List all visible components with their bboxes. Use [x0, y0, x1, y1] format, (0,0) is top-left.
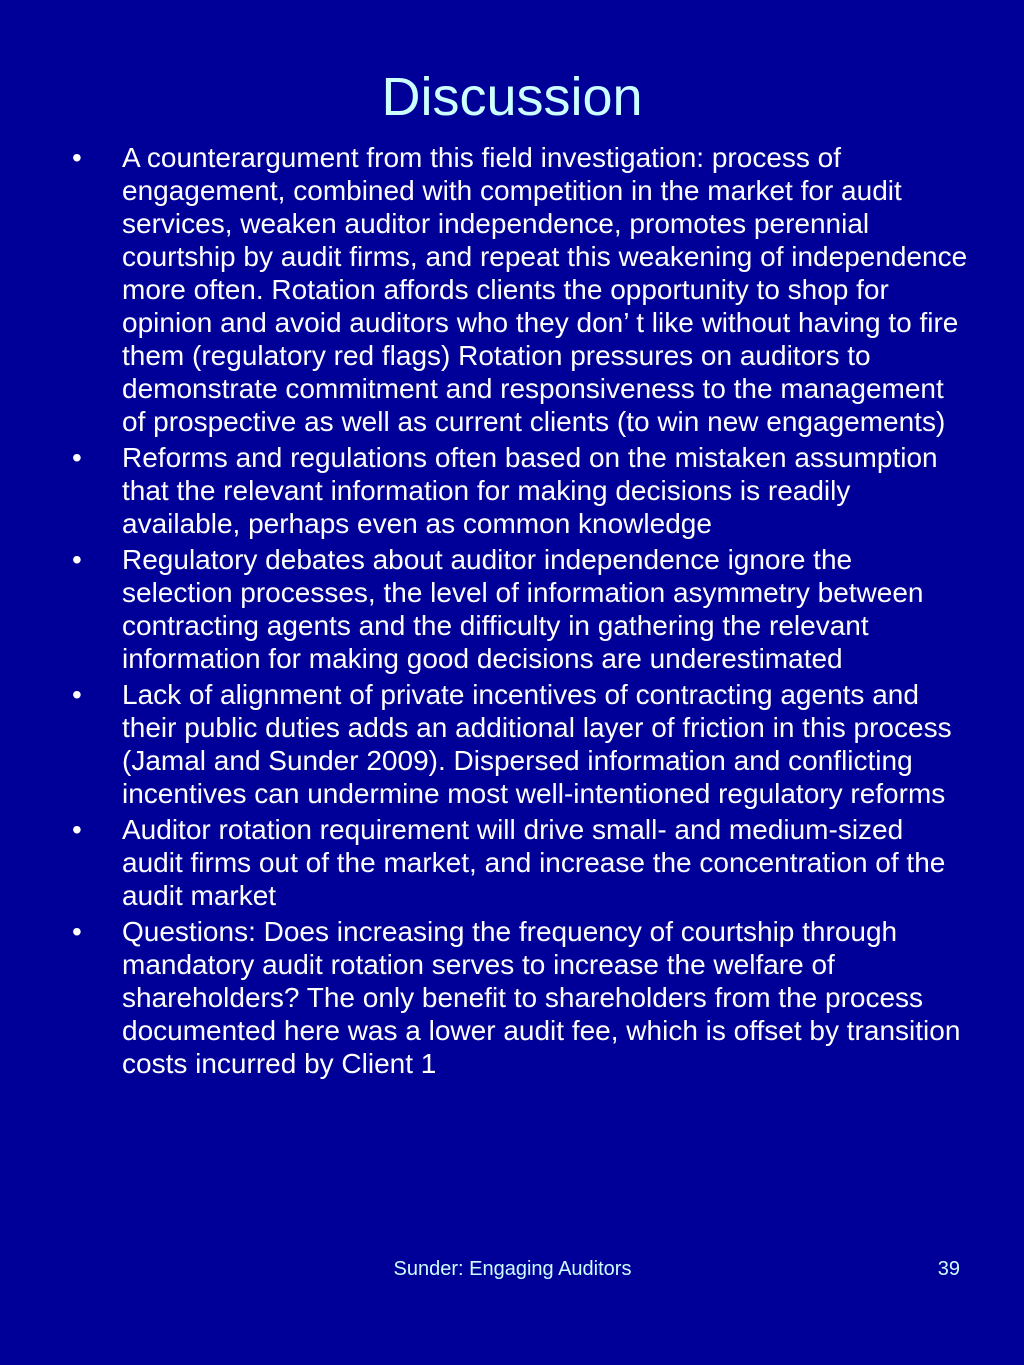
- bullet-item: [70, 441, 970, 540]
- bullet-item: [70, 141, 970, 438]
- slide-title: Discussion: [381, 67, 643, 127]
- bullet-text: A counterargument from this field investigation: process of engagement, combined with competition in the market for audit services, weaken auditor independence, promotes perennial courtship by audit firms, and repeat this weakening of independence more often. Rotation affords clients the opportunity to shop for opinion and avoid auditors who they don’ t like without having to fire them (regulatory red flags) Rotation pressures on auditors to demonstrate commitment and responsiveness to the management of prospective as well as current clients (to win new engagements): [122, 142, 968, 437]
- bullet-dot-icon: •: [72, 679, 82, 710]
- bullet-text: Auditor rotation requirement will drive small- and medium-sized audit firms out of the market, and increase the concentration of the audit market: [122, 814, 946, 911]
- bullet-item: [70, 678, 970, 810]
- bullet-text: Reforms and regulations often based on the mistaken assumption that the relevant information for making decisions is readily available, perhaps even as common knowledge: [122, 442, 938, 539]
- bullet-item: [70, 543, 970, 675]
- bullet-dot-icon: •: [72, 814, 82, 845]
- bullet-dot-icon: •: [72, 442, 82, 473]
- bullet-dot-icon: •: [72, 916, 82, 947]
- bullet-list: [70, 141, 970, 1083]
- bullet-text: Regulatory debates about auditor independence ignore the selection processes, the level of information asymmetry between contracting agents and the difficulty in gathering the relevant information for making good decisions are underestimated: [122, 544, 924, 674]
- bullet-text: Questions: Does increasing the frequency of courtship through mandatory audit rotation serves to increase the welfare of shareholders? The only benefit to shareholders from the process documented here was a lower audit fee, which is offset by transition costs incurred by Client 1: [122, 916, 961, 1079]
- bullet-text: Lack of alignment of private incentives of contracting agents and their public duties adds an additional layer of friction in this process (Jamal and Sunder 2009). Dispersed information and conflicting incentives can undermine most well-intentioned regulatory reforms: [122, 679, 952, 809]
- page-number: 39: [937, 1258, 960, 1280]
- bullet-item: [70, 915, 970, 1080]
- footer-label: Sunder: Engaging Auditors: [393, 1258, 632, 1280]
- bullet-dot-icon: •: [72, 142, 82, 173]
- bullet-item: [70, 813, 970, 912]
- bullet-dot-icon: •: [72, 544, 82, 575]
